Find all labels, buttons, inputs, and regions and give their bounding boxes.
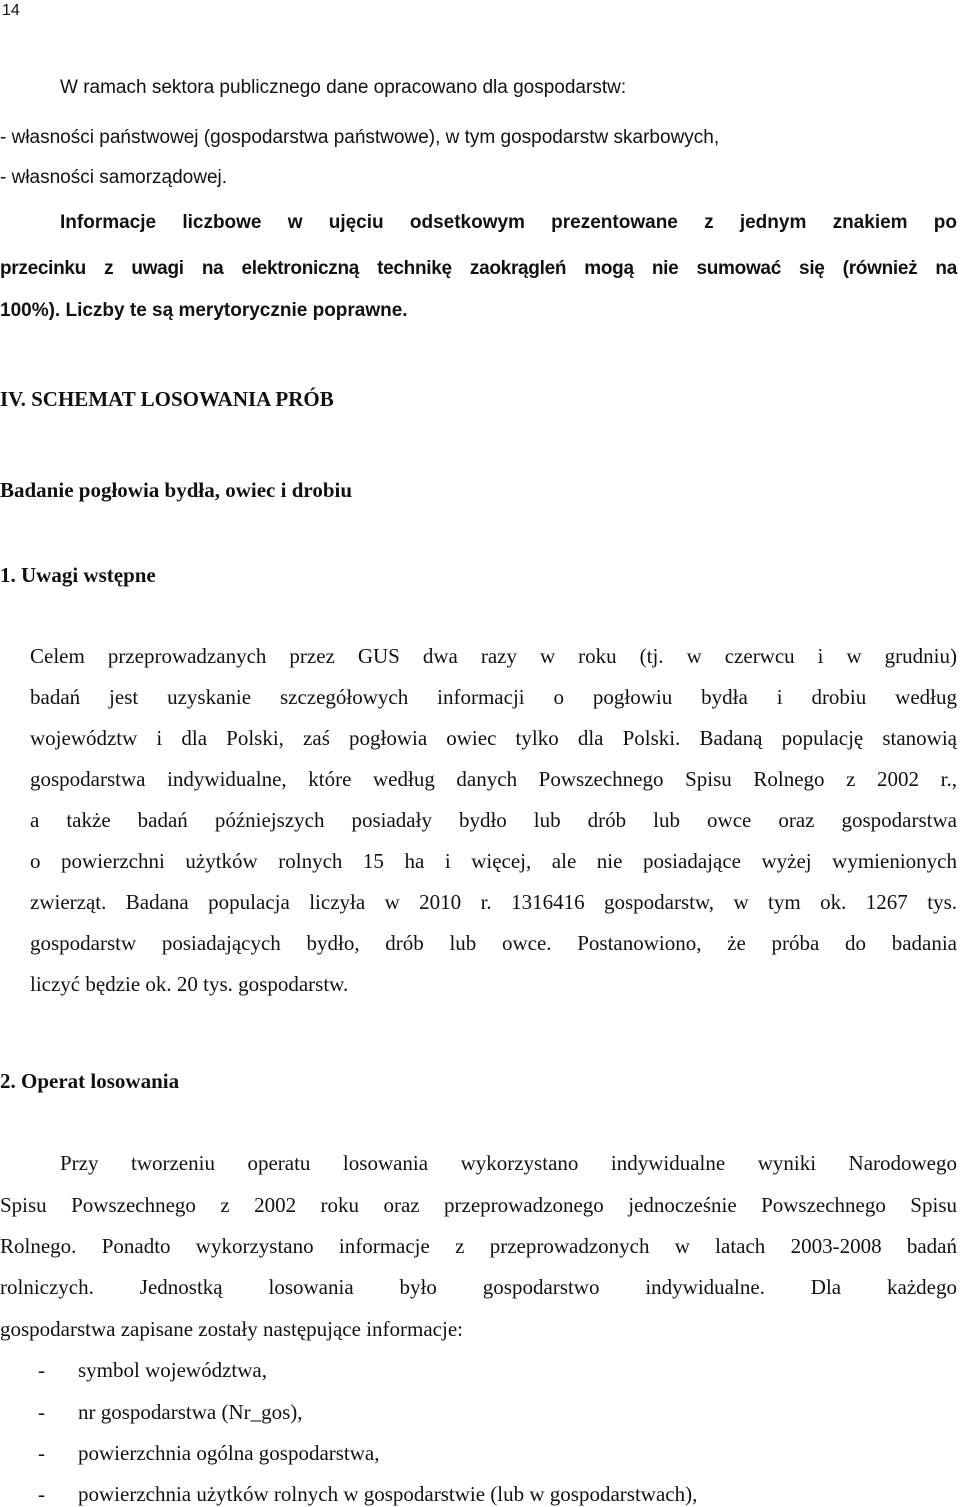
para2-line: Spisu Powszechnego z 2002 roku oraz przeprowadzonego jednocześnie Powszechnego Spisu [0,1193,957,1217]
para1-line: gospodarstw posiadających bydło, drób lub owce. Postanowiono, że próba do badania [30,931,957,955]
page-number: 14 [2,2,20,19]
subsection-title: Badanie pogłowia bydła, owiec i drobiu [0,478,353,502]
intro-line: W ramach sektora publicznego dane opracowano dla gospodarstw: [60,77,627,98]
note-line: Informacje liczbowe w ujęciu odsetkowym prezentowane z jednym znakiem po [60,212,957,233]
list-dash: - [38,1441,45,1465]
para1-line: o powierzchni użytków rolnych 15 ha i więcej, ale nie posiadające wyżej wymienionych [30,849,957,873]
para2-line: gospodarstwa zapisane zostały następujące informacje: [0,1317,463,1341]
heading-operat-losowania: 2. Operat losowania [0,1069,180,1093]
list-dash: - [38,1358,45,1382]
para1-line: gospodarstwa indywidualne, które według danych Powszechnego Spisu Rolnego z 2002 r., [30,767,957,791]
para1-line: liczyć będzie ok. 20 tys. gospodarstw. [30,972,349,996]
para1-line: województw i dla Polski, zaś pogłowia owiec tylko dla Polski. Badaną populację stanowią [30,726,957,750]
para1-line: badań jest uzyskanie szczegółowych informacji o pogłowiu bydła i drobiu według [30,685,957,709]
para1-line: a także badań późniejszych posiadały bydło lub drób lub owce oraz gospodarstwa [30,808,957,832]
section-title: IV. SCHEMAT LOSOWANIA PRÓB [0,387,334,411]
list-dash: - [38,1400,45,1424]
para2-line: Przy tworzeniu operatu losowania wykorzystano indywidualne wyniki Narodowego [60,1151,957,1175]
intro-line: - własności państwowej (gospodarstwa państwowe), w tym gospodarstw skarbowych, [0,127,720,148]
para2-line: Rolnego. Ponadto wykorzystano informacje z przeprowadzonych w latach 2003-2008 badań [0,1234,957,1258]
para2-line: rolniczych. Jednostką losowania było gospodarstwo indywidualne. Dla każdego [0,1275,957,1299]
list-item-text: powierzchnia ogólna gospodarstwa, [78,1441,380,1465]
para1-line: Celem przeprowadzanych przez GUS dwa razy w roku (tj. w czerwcu i w grudniu) [30,644,957,668]
note-line: 100%). Liczby te są merytorycznie poprawne. [0,300,408,321]
note-line: przecinku z uwagi na elektroniczną technikę zaokrągleń mogą nie sumować się (również na [0,258,957,279]
para1-line: zwierząt. Badana populacja liczyła w 2010 r. 1316416 gospodarstw, w tym ok. 1267 tys. [30,890,957,914]
intro-line: - własności samorządowej. [0,167,228,188]
heading-uwagi-wstepne: 1. Uwagi wstępne [0,563,156,587]
list-dash: - [38,1482,45,1506]
list-item-text: nr gospodarstwa (Nr_gos), [78,1400,303,1424]
list-item-text: symbol województwa, [78,1358,267,1382]
list-item-text: powierzchnia użytków rolnych w gospodarstwie (lub w gospodarstwach), [78,1482,698,1506]
